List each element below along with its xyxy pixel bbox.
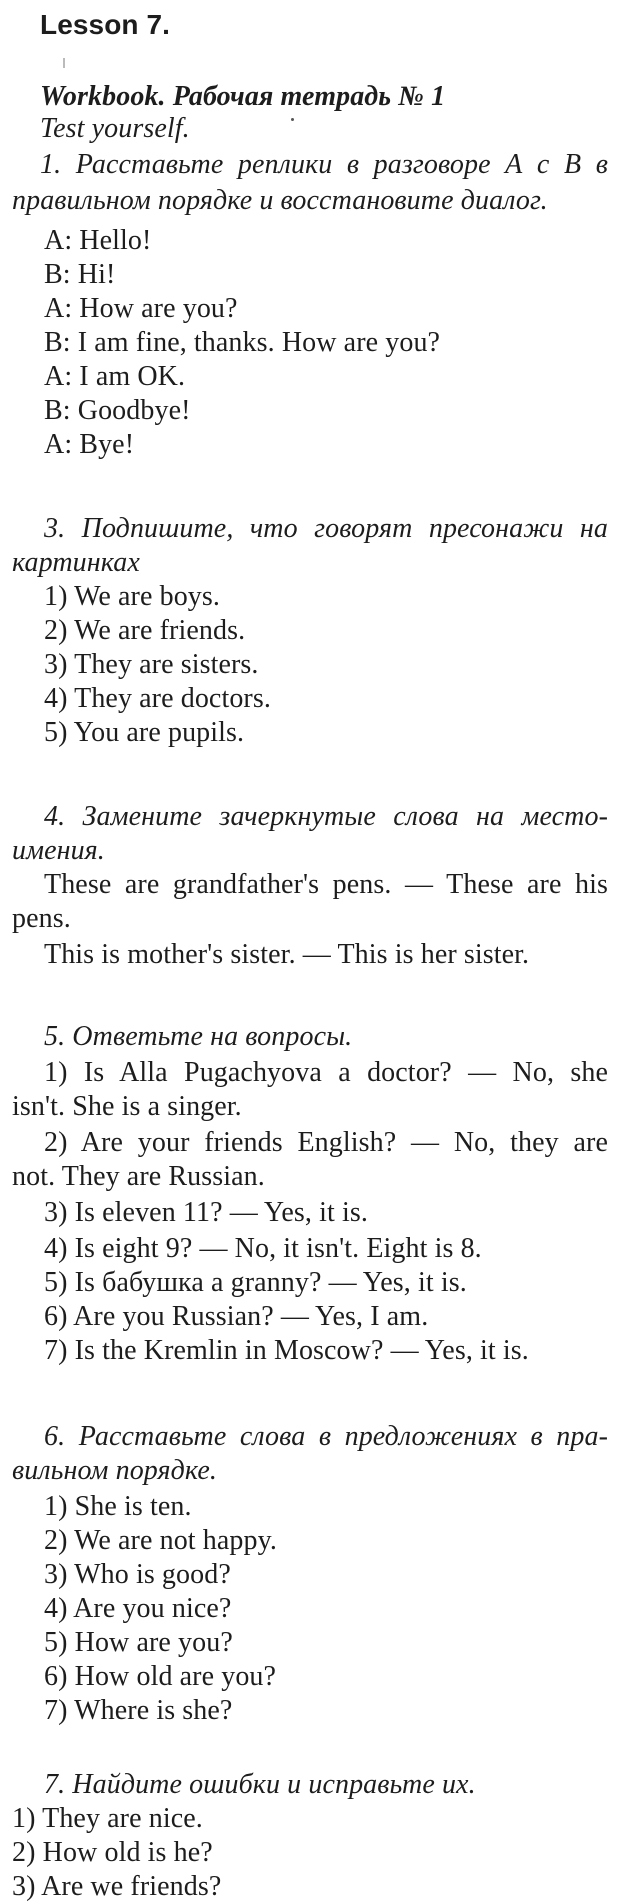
task5-answer: 1) Is Alla Pugachyova a doctor? — No, she bbox=[44, 1057, 608, 1088]
task5-instruction: 5. Ответьте на вопросы. bbox=[44, 1021, 353, 1052]
task4-answer2: This is mother's sister. — This is her sister. bbox=[44, 939, 530, 970]
task6-answer: 7) Where is she? bbox=[44, 1695, 233, 1726]
task1-instruction-line1: 1. Расставьте реплики в разговоре А с В в bbox=[40, 149, 608, 180]
task5-answer-continued: not. They are Russian. bbox=[12, 1161, 265, 1192]
dialog-line: B: Hi! bbox=[44, 259, 116, 290]
dialog-line: B: I am fine, thanks. How are you? bbox=[44, 327, 441, 358]
task6-answer: 5) How are you? bbox=[44, 1627, 233, 1658]
task5-answer: 4) Is eight 9? — No, it isn't. Eight is 8. bbox=[44, 1233, 482, 1264]
task1-instruction-line2: правильном порядке и восстановите диалог. bbox=[12, 185, 548, 216]
dialog-line: A: Hello! bbox=[44, 225, 152, 256]
task6-answer: 2) We are not happy. bbox=[44, 1525, 277, 1556]
task7-instruction: 7. Найдите ошибки и исправьте их. bbox=[44, 1769, 476, 1800]
lesson-title: Lesson 7. bbox=[40, 9, 171, 40]
workbook-heading: Workbook. Рабочая тетрадь № 1 bbox=[40, 81, 446, 112]
task4-instruction-line1: 4. Замените зачеркнутые слова на место- bbox=[44, 801, 608, 832]
task5-answer: 5) Is бабушка a granny? — Yes, it is. bbox=[44, 1267, 467, 1298]
task3-answer: 3) They are sisters. bbox=[44, 649, 259, 680]
workbook-subheading: Test yourself. bbox=[40, 113, 190, 144]
task3-instruction-line1: 3. Подпишите, что говорят пресонажи на bbox=[44, 513, 608, 544]
dialog-line: B: Goodbye! bbox=[44, 395, 191, 426]
dialog-line: A: Bye! bbox=[44, 429, 135, 460]
task6-instruction-line2: вильном порядке. bbox=[12, 1455, 218, 1486]
task6-answer: 3) Who is good? bbox=[44, 1559, 231, 1590]
task4-answer1-line2: pens. bbox=[12, 903, 71, 934]
task6-instruction-line1: 6. Расставьте слова в предложениях в пра- bbox=[44, 1421, 608, 1452]
task5-answer: 2) Are your friends English? — No, they are bbox=[44, 1127, 608, 1158]
scan-speck bbox=[63, 58, 65, 68]
task5-answer: 7) Is the Kremlin in Moscow? — Yes, it is. bbox=[44, 1335, 529, 1366]
task3-answer: 4) They are doctors. bbox=[44, 683, 271, 714]
task7-answer: 2) How old is he? bbox=[12, 1837, 213, 1868]
task3-answer: 5) You are pupils. bbox=[44, 717, 245, 748]
task4-answer1-line1: These are grandfather's pens. — These are his bbox=[44, 869, 608, 900]
dialog-line: A: I am OK. bbox=[44, 361, 186, 392]
task5-answer: 6) Are you Russian? — Yes, I am. bbox=[44, 1301, 429, 1332]
scan-speck bbox=[291, 118, 294, 121]
task6-answer: 6) How old are you? bbox=[44, 1661, 277, 1692]
task5-answer: 3) Is eleven 11? — Yes, it is. bbox=[44, 1197, 368, 1228]
task4-instruction-line2: имения. bbox=[12, 835, 105, 866]
task5-answer-continued: isn't. She is a singer. bbox=[12, 1091, 242, 1122]
task3-answer: 2) We are friends. bbox=[44, 615, 246, 646]
task7-answer: 1) They are nice. bbox=[12, 1803, 203, 1834]
task7-answer: 3) Are we friends? bbox=[12, 1871, 222, 1902]
task6-answer: 1) She is ten. bbox=[44, 1491, 192, 1522]
task3-instruction-line2: картинках bbox=[12, 547, 140, 578]
task3-answer: 1) We are boys. bbox=[44, 581, 221, 612]
task6-answer: 4) Are you nice? bbox=[44, 1593, 232, 1624]
dialog-line: A: How are you? bbox=[44, 293, 238, 324]
